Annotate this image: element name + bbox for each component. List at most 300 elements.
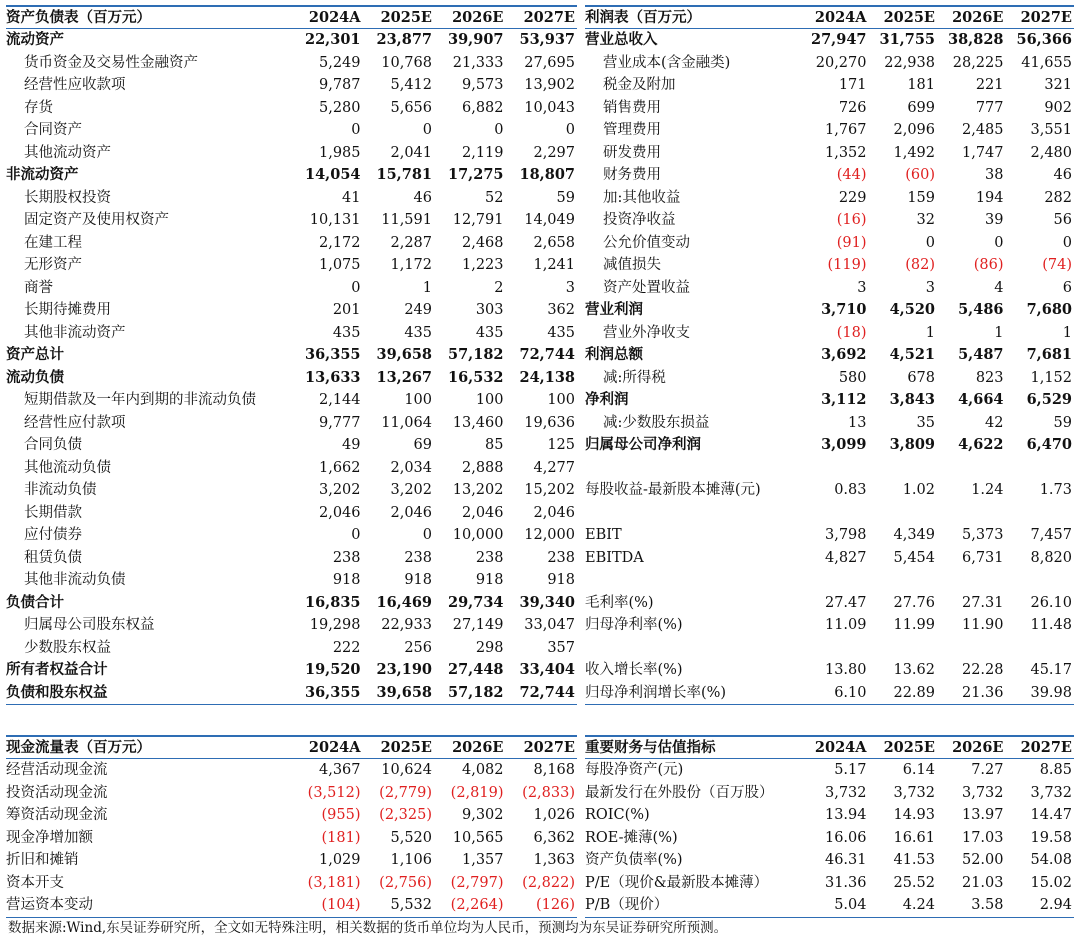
cell-value: 1,492 bbox=[893, 144, 935, 161]
cell-value: 159 bbox=[907, 189, 935, 206]
cell-value: (60) bbox=[905, 167, 935, 183]
row-label: EBIT bbox=[585, 527, 622, 543]
cell-value: 27,695 bbox=[524, 54, 575, 71]
cell-value: 3 bbox=[925, 279, 935, 296]
cell-value: 0 bbox=[565, 122, 575, 138]
cell-value: 4,367 bbox=[318, 762, 361, 778]
cell-value: (955) bbox=[321, 807, 361, 823]
cell-value: 1,241 bbox=[533, 257, 575, 273]
table-row bbox=[6, 52, 577, 75]
cell-value: 12,000 bbox=[524, 527, 575, 543]
cell-value: 1 bbox=[422, 279, 432, 296]
cell-value: 1,767 bbox=[824, 122, 867, 138]
row-label: 营业总收入 bbox=[585, 31, 658, 48]
cell-value: 5,487 bbox=[958, 346, 1004, 363]
table-row bbox=[6, 254, 577, 277]
row-label: 负债合计 bbox=[6, 593, 64, 611]
cell-value: 19,636 bbox=[524, 414, 575, 431]
cell-value: 4,277 bbox=[533, 459, 575, 476]
spacer-row bbox=[585, 457, 1074, 480]
table-row bbox=[6, 119, 577, 142]
cell-value: 9,777 bbox=[318, 414, 361, 431]
cell-value: 14,049 bbox=[524, 212, 575, 228]
table-row bbox=[6, 782, 577, 805]
cell-value: 22.89 bbox=[869, 682, 938, 705]
cell-value: 41 bbox=[342, 189, 361, 206]
cell-value: 21.03 bbox=[961, 874, 1004, 891]
table-title: 资产负债表（百万元） bbox=[6, 6, 291, 29]
row-label: 短期借款及一年内到期的非流动负债 bbox=[24, 392, 256, 408]
year-header: 2027E bbox=[506, 736, 578, 759]
table-header-row bbox=[6, 6, 577, 29]
table-row bbox=[6, 637, 577, 660]
cell-value: 18,807 bbox=[519, 166, 575, 183]
row-label: 每股净资产(元) bbox=[585, 762, 684, 778]
cell-value: (2,325) bbox=[379, 807, 432, 823]
cell-value: 46.31 bbox=[824, 852, 867, 868]
cell-value: (181) bbox=[321, 829, 361, 846]
cell-value: 56 bbox=[1053, 212, 1072, 228]
cell-value: 918 bbox=[475, 572, 504, 588]
row-label: 筹资活动现金流 bbox=[6, 807, 108, 823]
cell-value: 31,755 bbox=[879, 31, 935, 48]
table-row bbox=[6, 97, 577, 120]
cell-value: 14.93 bbox=[893, 807, 935, 823]
source-note: 数据来源:Wind,东吴证券研究所，全文如无特殊注明，相关数据的货币单位均为人民币，预测均为东吴证券研究所预测。 bbox=[8, 920, 728, 936]
cell-value: (104) bbox=[291, 894, 363, 917]
cell-value: 38,828 bbox=[948, 31, 1004, 48]
cell-value: 1 bbox=[925, 324, 935, 341]
cell-value: 3,692 bbox=[821, 346, 867, 363]
table-row bbox=[585, 52, 1074, 75]
cell-value: 10,565 bbox=[452, 829, 504, 846]
cell-value: 1,352 bbox=[824, 144, 867, 161]
row-label: 其他流动资产 bbox=[24, 144, 111, 161]
cell-value: 1.02 bbox=[902, 482, 935, 498]
cell-value: (74) bbox=[1042, 257, 1072, 273]
cell-value: 41,655 bbox=[1021, 54, 1072, 71]
year-header: 2026E bbox=[937, 736, 1006, 759]
cell-value: 36,355 bbox=[291, 682, 363, 705]
cell-value: 4,520 bbox=[889, 301, 935, 318]
cell-value: 16,835 bbox=[305, 593, 361, 611]
cell-value: 238 bbox=[475, 549, 504, 566]
cell-value: 46 bbox=[413, 189, 432, 206]
cell-value: 5,656 bbox=[390, 99, 432, 116]
cell-value: 22,933 bbox=[381, 617, 432, 633]
cell-value: 221 bbox=[975, 77, 1004, 93]
cell-value: (2,833) bbox=[522, 784, 575, 801]
table-row bbox=[585, 142, 1074, 165]
cell-value: (3,181) bbox=[307, 874, 361, 891]
cell-value: 321 bbox=[1044, 77, 1072, 93]
cell-value: 41.53 bbox=[893, 852, 935, 868]
table-row bbox=[6, 849, 577, 872]
cell-value: 1,662 bbox=[318, 459, 361, 476]
cell-value: 21.36 bbox=[937, 682, 1006, 705]
cell-value: (16) bbox=[836, 212, 867, 228]
year-header: 2024A bbox=[291, 736, 363, 759]
table-row bbox=[6, 872, 577, 895]
cell-value: 823 bbox=[975, 369, 1004, 386]
cell-value: 22.28 bbox=[961, 662, 1004, 678]
cell-value: (91) bbox=[836, 234, 867, 251]
row-label: 长期待摊费用 bbox=[24, 302, 111, 318]
cell-value: 125 bbox=[547, 437, 575, 453]
cell-value: 36,355 bbox=[305, 346, 361, 363]
cell-value: 54.08 bbox=[1030, 852, 1072, 868]
row-label: EBITDA bbox=[585, 549, 644, 566]
table-row bbox=[585, 97, 1074, 120]
cell-value: 10,043 bbox=[524, 99, 575, 116]
cell-value: 0 bbox=[925, 234, 935, 251]
cell-value: 0.83 bbox=[834, 482, 867, 498]
table-row bbox=[585, 827, 1074, 850]
cell-value: 100 bbox=[404, 392, 432, 408]
cell-value: 0 bbox=[1062, 234, 1072, 251]
cell-value: 0 bbox=[494, 122, 504, 138]
cell-value: 282 bbox=[1044, 189, 1072, 206]
cell-value: 1,026 bbox=[533, 807, 575, 823]
year-header: 2024A bbox=[800, 736, 869, 759]
cell-value: 4 bbox=[994, 279, 1004, 296]
cell-value: (126) bbox=[506, 894, 578, 917]
row-label: 折旧和摊销 bbox=[6, 852, 79, 868]
cell-value: 2 bbox=[494, 279, 504, 296]
cell-value: 357 bbox=[547, 639, 575, 656]
cell-value: 2,297 bbox=[533, 144, 575, 161]
row-label: 减:所得税 bbox=[603, 369, 666, 386]
cell-value: 1,747 bbox=[961, 144, 1004, 161]
year-header: 2024A bbox=[800, 6, 869, 29]
table-row bbox=[585, 479, 1074, 502]
table-row bbox=[6, 299, 577, 322]
cell-value: 15,781 bbox=[376, 166, 432, 183]
table-row bbox=[6, 187, 577, 210]
cell-value: 902 bbox=[1044, 99, 1072, 116]
cell-value: 11.90 bbox=[961, 617, 1004, 633]
row-label: 最新发行在外股份（百万股） bbox=[585, 784, 774, 801]
cell-value: 435 bbox=[332, 324, 361, 341]
cell-value: 27,947 bbox=[811, 31, 867, 48]
income-statement-table bbox=[585, 5, 1074, 705]
cell-value: 9,787 bbox=[318, 77, 361, 93]
cell-value: 3,099 bbox=[821, 436, 867, 453]
cell-value: 19,298 bbox=[309, 617, 361, 633]
cell-value: 1.24 bbox=[971, 482, 1004, 498]
cell-value: 5,280 bbox=[318, 99, 361, 116]
cell-value: 1,172 bbox=[390, 257, 432, 273]
cell-value: 14,054 bbox=[305, 166, 361, 183]
cell-value: 31.36 bbox=[824, 874, 867, 891]
cell-value: 0 bbox=[351, 122, 361, 138]
cell-value: 194 bbox=[975, 189, 1004, 206]
row-label: 流动负债 bbox=[6, 368, 64, 386]
cell-value: 16.06 bbox=[824, 829, 867, 846]
cell-value: (2,797) bbox=[450, 874, 504, 891]
cell-value: 303 bbox=[475, 302, 504, 318]
row-label: 税金及附加 bbox=[603, 77, 676, 93]
year-header: 2025E bbox=[363, 736, 435, 759]
cell-value: 19.58 bbox=[1030, 829, 1072, 846]
table-row bbox=[585, 782, 1074, 805]
cell-value: 1 bbox=[994, 324, 1004, 341]
cell-value: 3,732 bbox=[1030, 784, 1072, 801]
table-row bbox=[585, 894, 1074, 917]
row-label: 研发费用 bbox=[603, 144, 661, 161]
cell-value: 7,680 bbox=[1026, 301, 1072, 318]
key-metrics-table bbox=[585, 735, 1074, 918]
cell-value: 181 bbox=[907, 77, 935, 93]
cell-value: 19,520 bbox=[305, 661, 361, 678]
year-header: 2027E bbox=[1006, 736, 1075, 759]
table-row bbox=[585, 614, 1074, 637]
cell-value: 5,520 bbox=[390, 829, 432, 846]
cell-value: 32 bbox=[916, 212, 935, 228]
cell-value: 16,532 bbox=[448, 368, 504, 386]
table-row bbox=[585, 209, 1074, 232]
table-row bbox=[6, 524, 577, 547]
table-title: 重要财务与估值指标 bbox=[585, 736, 800, 759]
cell-value: 12,791 bbox=[452, 212, 504, 228]
cell-value: 238 bbox=[332, 549, 361, 566]
table-row bbox=[585, 804, 1074, 827]
table-row bbox=[6, 547, 577, 570]
cell-value: 699 bbox=[907, 99, 935, 116]
row-label: 长期股权投资 bbox=[24, 189, 111, 206]
cell-value: 3,798 bbox=[824, 527, 867, 543]
table-header-row bbox=[585, 736, 1074, 759]
cell-value: (18) bbox=[836, 324, 867, 341]
cell-value: 39,658 bbox=[363, 682, 435, 705]
cell-value: 6,529 bbox=[1026, 391, 1072, 408]
table-row bbox=[585, 592, 1074, 615]
cell-value: 49 bbox=[342, 437, 361, 453]
row-label: 经营性应收款项 bbox=[24, 77, 126, 93]
row-label: 现金净增加额 bbox=[6, 829, 93, 846]
table-row bbox=[585, 367, 1074, 390]
cell-value: 39,340 bbox=[519, 593, 575, 611]
row-label: 非流动负债 bbox=[24, 482, 97, 498]
cell-value: 3,551 bbox=[1030, 122, 1072, 138]
table-row bbox=[585, 659, 1074, 682]
cell-value: 52.00 bbox=[961, 852, 1004, 868]
row-label: 应付债券 bbox=[24, 527, 82, 543]
cell-value: 100 bbox=[547, 392, 575, 408]
row-label: 管理费用 bbox=[603, 122, 661, 138]
cell-value: 2,046 bbox=[390, 504, 432, 521]
table-row bbox=[585, 524, 1074, 547]
cell-value: 100 bbox=[475, 392, 504, 408]
cell-value: 21,333 bbox=[452, 54, 504, 71]
cell-value: 2,172 bbox=[318, 234, 361, 251]
table-row bbox=[6, 277, 577, 300]
cell-value: 2,144 bbox=[318, 392, 361, 408]
cell-value: 435 bbox=[547, 324, 575, 341]
cell-value: 28,225 bbox=[952, 54, 1004, 71]
table-row bbox=[6, 232, 577, 255]
row-label: 归母净利率(%) bbox=[585, 617, 683, 633]
cell-value: 13 bbox=[848, 414, 867, 431]
cell-value: 11,591 bbox=[381, 212, 432, 228]
cell-value: 777 bbox=[975, 99, 1004, 116]
cell-value: 72,744 bbox=[506, 682, 578, 705]
cell-value: 17.03 bbox=[961, 829, 1004, 846]
cell-value: 222 bbox=[332, 639, 361, 656]
cell-value: 3 bbox=[857, 279, 867, 296]
table-row bbox=[6, 344, 577, 367]
row-label: 利润总额 bbox=[585, 346, 643, 363]
cell-value: 33,404 bbox=[519, 661, 575, 678]
cell-value: 4,827 bbox=[824, 549, 867, 566]
row-label: 商誉 bbox=[24, 279, 53, 296]
table-row bbox=[585, 344, 1074, 367]
cell-value: 4,082 bbox=[461, 762, 504, 778]
table-row bbox=[6, 74, 577, 97]
row-label: 无形资产 bbox=[24, 257, 82, 273]
cell-value: 29,734 bbox=[448, 593, 504, 611]
cell-value: 580 bbox=[838, 369, 867, 386]
table-row bbox=[6, 479, 577, 502]
cell-value: 1 bbox=[1062, 324, 1072, 341]
table-row bbox=[6, 29, 577, 52]
row-label: 每股收益-最新股本摊薄(元) bbox=[585, 482, 761, 498]
cell-value: (119) bbox=[827, 257, 867, 273]
row-label: 资产总计 bbox=[6, 346, 64, 363]
table-row bbox=[6, 457, 577, 480]
table-row bbox=[585, 547, 1074, 570]
table-row bbox=[6, 322, 577, 345]
cell-value: 27,149 bbox=[452, 617, 504, 633]
cell-value: 3 bbox=[565, 279, 575, 296]
cell-value: 2,888 bbox=[461, 459, 504, 476]
cell-value: 918 bbox=[332, 572, 361, 588]
cell-value: 4,521 bbox=[889, 346, 935, 363]
cell-value: 5,486 bbox=[958, 301, 1004, 318]
cell-value: 1,223 bbox=[461, 257, 504, 273]
cell-value: 56,366 bbox=[1016, 31, 1072, 48]
cell-value: 22,301 bbox=[305, 31, 361, 48]
cell-value: 2,041 bbox=[390, 144, 432, 161]
row-label: 经营活动现金流 bbox=[6, 762, 108, 778]
table-row bbox=[6, 367, 577, 390]
cell-value: 17,275 bbox=[448, 166, 504, 183]
row-label: 减值损失 bbox=[603, 257, 661, 273]
row-label: P/E（现价&最新股本摊薄） bbox=[585, 874, 769, 891]
row-label: 收入增长率(%) bbox=[585, 662, 683, 678]
table-row bbox=[6, 592, 577, 615]
cell-value: 7.27 bbox=[971, 762, 1004, 778]
cell-value: 22,938 bbox=[884, 54, 935, 71]
cell-value: 26.10 bbox=[1030, 594, 1072, 611]
row-label: 租赁负债 bbox=[24, 549, 82, 566]
cell-value: 13,460 bbox=[452, 414, 504, 431]
cell-value: 1,985 bbox=[318, 144, 361, 161]
cell-value: (86) bbox=[973, 257, 1004, 273]
cell-value: 59 bbox=[556, 189, 575, 206]
cell-value: 7,457 bbox=[1030, 527, 1072, 543]
cell-value: 39,658 bbox=[376, 346, 432, 363]
row-label: P/B（现价） bbox=[585, 894, 800, 917]
cell-value: 5,412 bbox=[390, 77, 432, 93]
table-row bbox=[585, 232, 1074, 255]
table-row bbox=[6, 894, 577, 917]
cell-value: 3.58 bbox=[937, 894, 1006, 917]
cell-value: 9,302 bbox=[461, 807, 504, 823]
cell-value: 6,882 bbox=[461, 99, 504, 116]
cell-value: 23,190 bbox=[376, 661, 432, 678]
table-row bbox=[585, 412, 1074, 435]
cell-value: 85 bbox=[485, 437, 504, 453]
year-header: 2024A bbox=[291, 6, 363, 29]
cell-value: 5,454 bbox=[893, 549, 935, 566]
table-row bbox=[585, 849, 1074, 872]
table-row bbox=[6, 209, 577, 232]
cell-value: 4,664 bbox=[958, 391, 1004, 408]
cell-value: 3,710 bbox=[821, 301, 867, 318]
table-row bbox=[585, 434, 1074, 457]
cell-value: 13.62 bbox=[893, 662, 935, 678]
cell-value: 2,658 bbox=[533, 234, 575, 251]
cell-value: 10,000 bbox=[452, 527, 504, 543]
cell-value: 6,362 bbox=[533, 829, 575, 846]
row-label: 归属母公司净利润 bbox=[585, 436, 701, 453]
row-label: 其他流动负债 bbox=[24, 459, 111, 476]
table-row bbox=[6, 389, 577, 412]
cell-value: 39,907 bbox=[448, 31, 504, 48]
cell-value: 435 bbox=[404, 324, 432, 341]
cell-value: 6,470 bbox=[1026, 436, 1072, 453]
row-label: 净利润 bbox=[585, 391, 629, 408]
cell-value: 10,131 bbox=[309, 212, 361, 228]
table-row bbox=[585, 682, 1074, 705]
year-header: 2026E bbox=[434, 6, 506, 29]
row-label: 固定资产及使用权资产 bbox=[24, 212, 169, 228]
year-header: 2026E bbox=[434, 736, 506, 759]
cell-value: 24,138 bbox=[519, 368, 575, 386]
row-label: 减:少数股东损益 bbox=[603, 414, 710, 431]
cell-value: 25.52 bbox=[893, 874, 935, 891]
table-row bbox=[585, 759, 1074, 782]
cell-value: 918 bbox=[547, 572, 575, 588]
cell-value: 7,681 bbox=[1026, 346, 1072, 363]
row-label: 营业外净收支 bbox=[603, 324, 690, 341]
table-row bbox=[6, 759, 577, 782]
row-label: 长期借款 bbox=[24, 504, 82, 521]
row-label: 营业成本(含金融类) bbox=[603, 54, 731, 71]
table-row bbox=[6, 804, 577, 827]
cell-value: 435 bbox=[475, 324, 504, 341]
row-label: 销售费用 bbox=[603, 99, 661, 116]
spacer-row bbox=[585, 569, 1074, 592]
cell-value: 33,047 bbox=[524, 617, 575, 633]
cell-value: 1.73 bbox=[1039, 482, 1072, 498]
cell-value: 8,820 bbox=[1030, 549, 1072, 566]
cell-value: 0 bbox=[994, 234, 1004, 251]
cell-value: 13,202 bbox=[452, 482, 504, 498]
cell-value: 3,843 bbox=[889, 391, 935, 408]
cell-value: 3,112 bbox=[821, 391, 867, 408]
table-row bbox=[6, 614, 577, 637]
table-header-row bbox=[6, 736, 577, 759]
cell-value: (2,779) bbox=[379, 784, 432, 801]
cell-value: 5,532 bbox=[363, 894, 435, 917]
row-label: 营业利润 bbox=[585, 301, 643, 318]
cell-value: 52 bbox=[485, 189, 504, 206]
cell-value: 57,182 bbox=[448, 346, 504, 363]
cell-value: 3,202 bbox=[318, 482, 361, 498]
cell-value: 3,202 bbox=[390, 482, 432, 498]
